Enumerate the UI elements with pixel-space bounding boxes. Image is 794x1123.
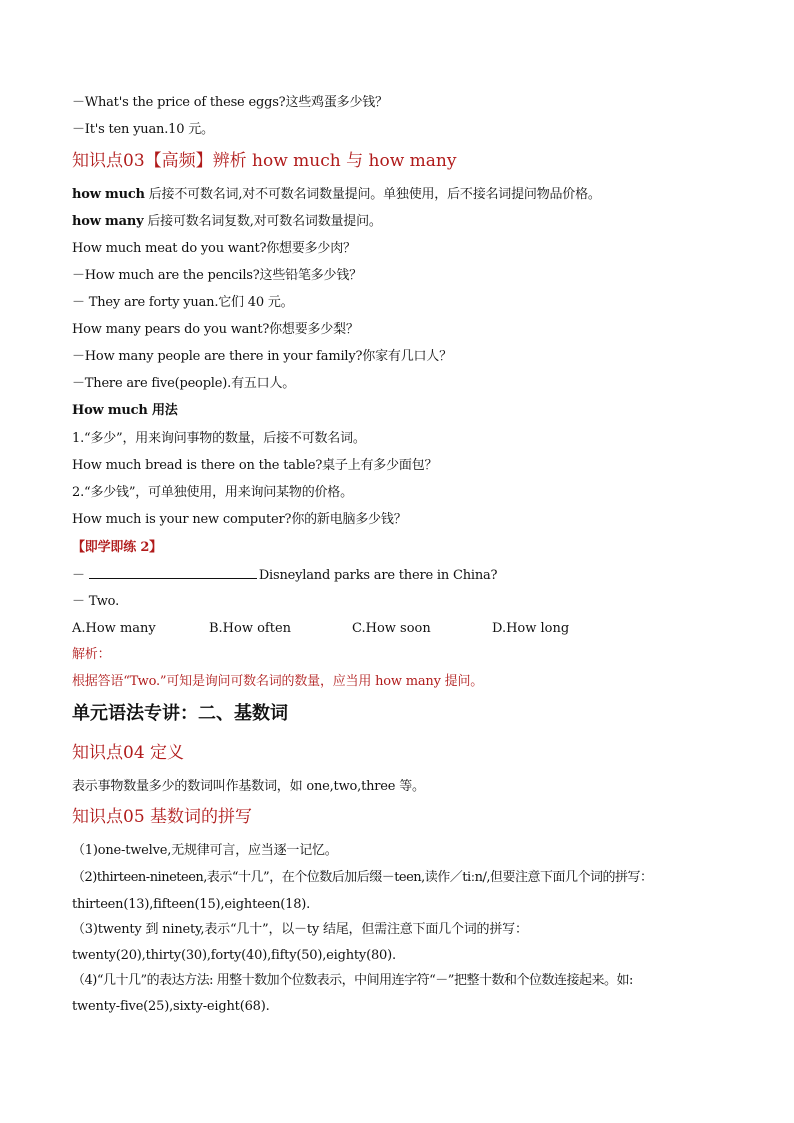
section-heading-kp03: 知识点03【高频】辨析 how much 与 how many xyxy=(72,151,457,171)
usage-item: 1.“多少”，用来询问事物的数量，后接不可数名词。 xyxy=(72,431,366,446)
section-heading-kp05: 知识点05 基数词的拼写 xyxy=(72,807,253,827)
rule-how-much: how much 后接不可数名词,对不可数名词数量提问。单独使用，后不接名词提问物品价格。 xyxy=(72,187,601,202)
usage-title: How much 用法 xyxy=(72,403,178,418)
dialogue-line: －It's ten yuan.10 元。 xyxy=(72,122,214,137)
question-line: － Disneyland parks are there in China? xyxy=(72,568,498,583)
spelling-rule: （4)“几十几”的表达方法: 用整十数加个位数表示，中间用连字符“－”把整十数和个位数连接起来。如: xyxy=(72,973,633,988)
practice-label: 【即学即练 2】 xyxy=(72,540,162,555)
option-b: B.How often xyxy=(209,621,292,636)
dialogue-line: －What's the price of these eggs?这些鸡蛋多少钱？ xyxy=(72,95,388,110)
rule-how-many: how many 后接可数名词复数,对可数名词数量提问。 xyxy=(72,214,382,229)
term-how-much: how much xyxy=(72,187,145,202)
spelling-rule: （3)twenty 到 ninety,表示“几十”，以－ty 结尾，但需注意下面几个词的拼写： xyxy=(72,922,528,937)
usage-example: How much is your new computer?你的新电脑多少钱？ xyxy=(72,512,407,527)
option-c: C.How soon xyxy=(352,621,431,636)
analysis-text: 根据答语“Two.”可知是询问可数名词的数量，应当用 how many 提问。 xyxy=(72,674,484,689)
analysis-label: 解析： xyxy=(72,647,111,662)
option-a: A.How many xyxy=(72,621,156,636)
spelling-rule: （2)thirteen-nineteen,表示“十几”，在个位数后加后缀－teen,读作／tiːn/,但要注意下面几个词的拼写： xyxy=(72,870,653,885)
usage-item: 2.“多少钱”，可单独使用，用来询问某物的价格。 xyxy=(72,485,353,500)
example-line: －How much are the pencils?这些铅笔多少钱？ xyxy=(72,268,362,283)
usage-example: How much bread is there on the table?桌子上有多少面包？ xyxy=(72,458,438,473)
example-line: How many pears do you want?你想要多少梨？ xyxy=(72,322,359,337)
spelling-example: twenty-five(25),sixty-eight(68). xyxy=(72,999,270,1014)
term-how-many: how many xyxy=(72,214,144,229)
answer-line: － Two. xyxy=(72,594,119,609)
spelling-example: thirteen(13),fifteen(15),eighteen(18). xyxy=(72,897,311,912)
example-line: －How many people are there in your family?你家有几口人？ xyxy=(72,349,452,364)
example-line: How much meat do you want?你想要多少肉？ xyxy=(72,241,356,256)
unit-title: 单元语法专讲：二、基数词 xyxy=(72,703,288,724)
example-line: － They are forty yuan.它们 40 元。 xyxy=(72,295,294,310)
section-heading-kp04: 知识点04 定义 xyxy=(72,743,185,763)
answer-blank xyxy=(89,566,257,579)
definition-text: 表示事物数量多少的数词叫作基数词，如 one,two,three 等。 xyxy=(72,779,425,794)
option-d: D.How long xyxy=(492,621,570,636)
example-line: －There are five(people).有五口人。 xyxy=(72,376,296,391)
spelling-example: twenty(20),thirty(30),forty(40),fifty(50),eighty(80). xyxy=(72,948,396,963)
spelling-rule: （1)one-twelve,无规律可言，应当逐一记忆。 xyxy=(72,843,338,858)
